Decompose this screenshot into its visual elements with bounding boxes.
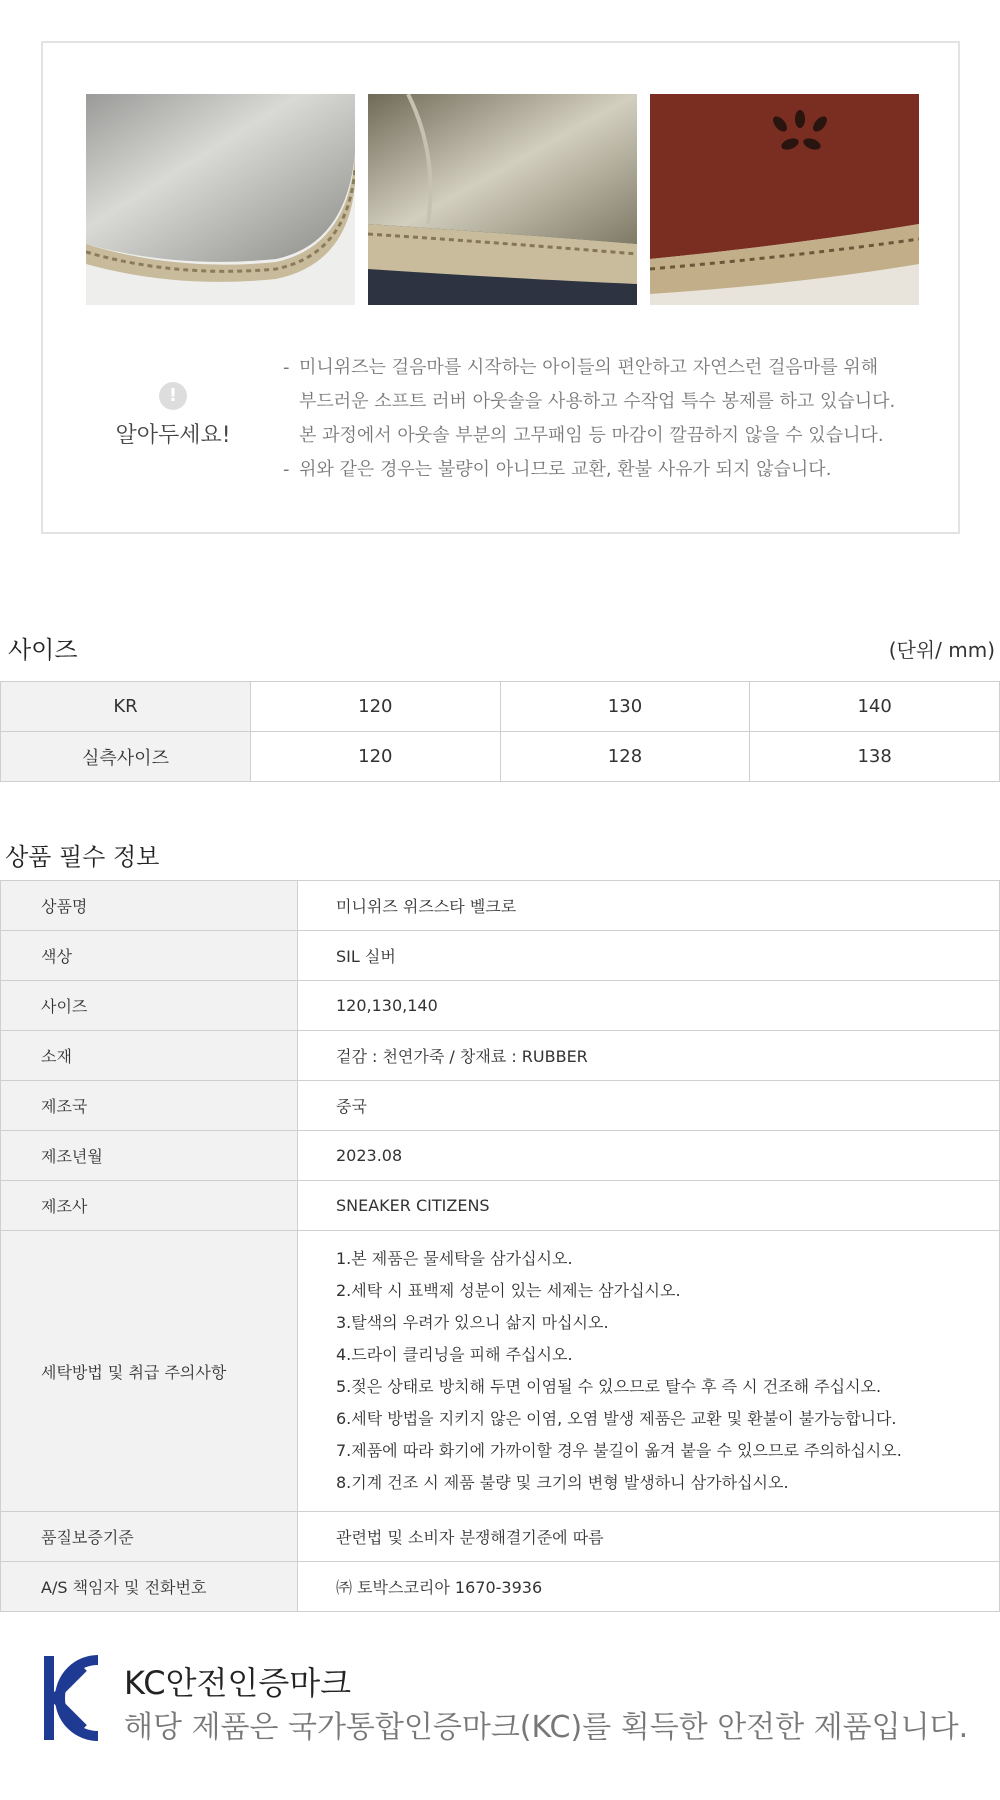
table-row — [1, 732, 1000, 782]
info-key: A/S 책임자 및 전화번호 — [1, 1562, 298, 1612]
table-row — [1, 981, 1000, 1031]
size-table — [0, 681, 1000, 782]
brown-punched-photo — [650, 94, 919, 305]
notice-line: - 미니위즈는 걸음마를 시작하는 아이들의 편안하고 자연스런 걸음마를 위해 — [283, 357, 879, 378]
list-item: 4.드라이 클리닝을 피해 주십시오. — [336, 1345, 573, 1364]
table-row — [1, 931, 1000, 981]
washing-instructions — [298, 1231, 1000, 1512]
info-value: SIL 실버 — [298, 931, 1000, 981]
info-key: 품질보증기준 — [1, 1512, 298, 1562]
info-key: 색상 — [1, 931, 298, 981]
info-key: 사이즈 — [1, 981, 298, 1031]
size-cell: 128 — [500, 732, 750, 782]
size-row-label: 실측사이즈 — [1, 732, 251, 782]
notice-line: 본 과정에서 아웃솔 부분의 고무패임 등 마감이 깔끔하지 않을 수 있습니다. — [299, 425, 884, 446]
list-item: 6.세탁 방법을 지키지 않은 이염, 오염 발생 제품은 교환 및 환불이 불가능합니다. — [336, 1409, 897, 1428]
info-value: SNEAKER CITIZENS — [298, 1181, 1000, 1231]
info-value: 미니위즈 위즈스타 벨크로 — [298, 881, 1000, 931]
table-row — [1, 1512, 1000, 1562]
table-row — [1, 1231, 1000, 1512]
info-value: 중국 — [298, 1081, 1000, 1131]
kc-title: KC안전인증마크 — [124, 1664, 352, 1702]
list-item: 1.본 제품은 물세탁을 삼가십시오. — [336, 1249, 573, 1268]
table-row — [1, 1181, 1000, 1231]
list-item: 7.제품에 따라 화기에 가까이할 경우 불길이 옮겨 붙을 수 있으므로 주의하십시오. — [336, 1441, 902, 1460]
size-cell: 120 — [251, 682, 501, 732]
info-icon: ! — [159, 382, 187, 410]
table-row — [1, 1081, 1000, 1131]
list-item: 8.기계 건조 시 제품 불량 및 크기의 변형 발생하니 삼가하십시오. — [336, 1473, 789, 1492]
gold-side-photo — [368, 94, 637, 305]
size-unit: (단위/ mm) — [888, 638, 995, 662]
notice-box — [41, 41, 960, 534]
list-item: 2.세탁 시 표백제 성분이 있는 세제는 삼가십시오. — [336, 1281, 681, 1300]
info-key: 제조국 — [1, 1081, 298, 1131]
info-key: 상품명 — [1, 881, 298, 931]
list-item: 5.젖은 상태로 방치해 두면 이염될 수 있으므로 탈수 후 즉 시 건조해 주십시오. — [336, 1377, 882, 1396]
info-value: 120,130,140 — [298, 981, 1000, 1031]
table-row — [1, 1031, 1000, 1081]
table-row — [1, 881, 1000, 931]
size-cell: 138 — [750, 732, 1000, 782]
list-item: 3.탈색의 우려가 있으니 삶지 마십시오. — [336, 1313, 609, 1332]
notice-line: - 위와 같은 경우는 불량이 아니므로 교환, 환불 사유가 되지 않습니다. — [283, 459, 832, 480]
size-cell: 120 — [251, 732, 501, 782]
info-key: 소재 — [1, 1031, 298, 1081]
info-value: 관련법 및 소비자 분쟁해결기준에 따름 — [298, 1512, 1000, 1562]
size-row-label: KR — [1, 682, 251, 732]
product-info-title: 상품 필수 정보 — [5, 843, 160, 871]
silver-toe-photo — [86, 94, 355, 305]
info-key: 세탁방법 및 취급 주의사항 — [1, 1231, 298, 1512]
table-row — [1, 1131, 1000, 1181]
info-key: 제조년월 — [1, 1131, 298, 1181]
kc-logo — [42, 1654, 100, 1742]
product-info-table — [0, 880, 1000, 1612]
notice-lines — [283, 351, 943, 487]
info-key: 제조사 — [1, 1181, 298, 1231]
size-cell: 140 — [750, 682, 1000, 732]
size-cell: 130 — [500, 682, 750, 732]
table-row — [1, 682, 1000, 732]
notice-line: 부드러운 소프트 러버 아웃솔을 사용하고 수작업 특수 봉제를 하고 있습니다. — [299, 391, 896, 412]
table-row — [1, 1562, 1000, 1612]
info-value: 2023.08 — [298, 1131, 1000, 1181]
kc-description: 해당 제품은 국가통합인증마크(KC)를 획득한 안전한 제품입니다. — [124, 1710, 969, 1745]
detail-photos — [86, 94, 919, 305]
info-value: 겉감 : 천연가죽 / 창재료 : RUBBER — [298, 1031, 1000, 1081]
notice-label: 알아두세요! — [115, 423, 231, 448]
size-section-title: 사이즈 — [8, 636, 78, 664]
washing-list — [336, 1231, 999, 1511]
info-value: ㈜ 토박스코리아 1670-3936 — [298, 1562, 1000, 1612]
